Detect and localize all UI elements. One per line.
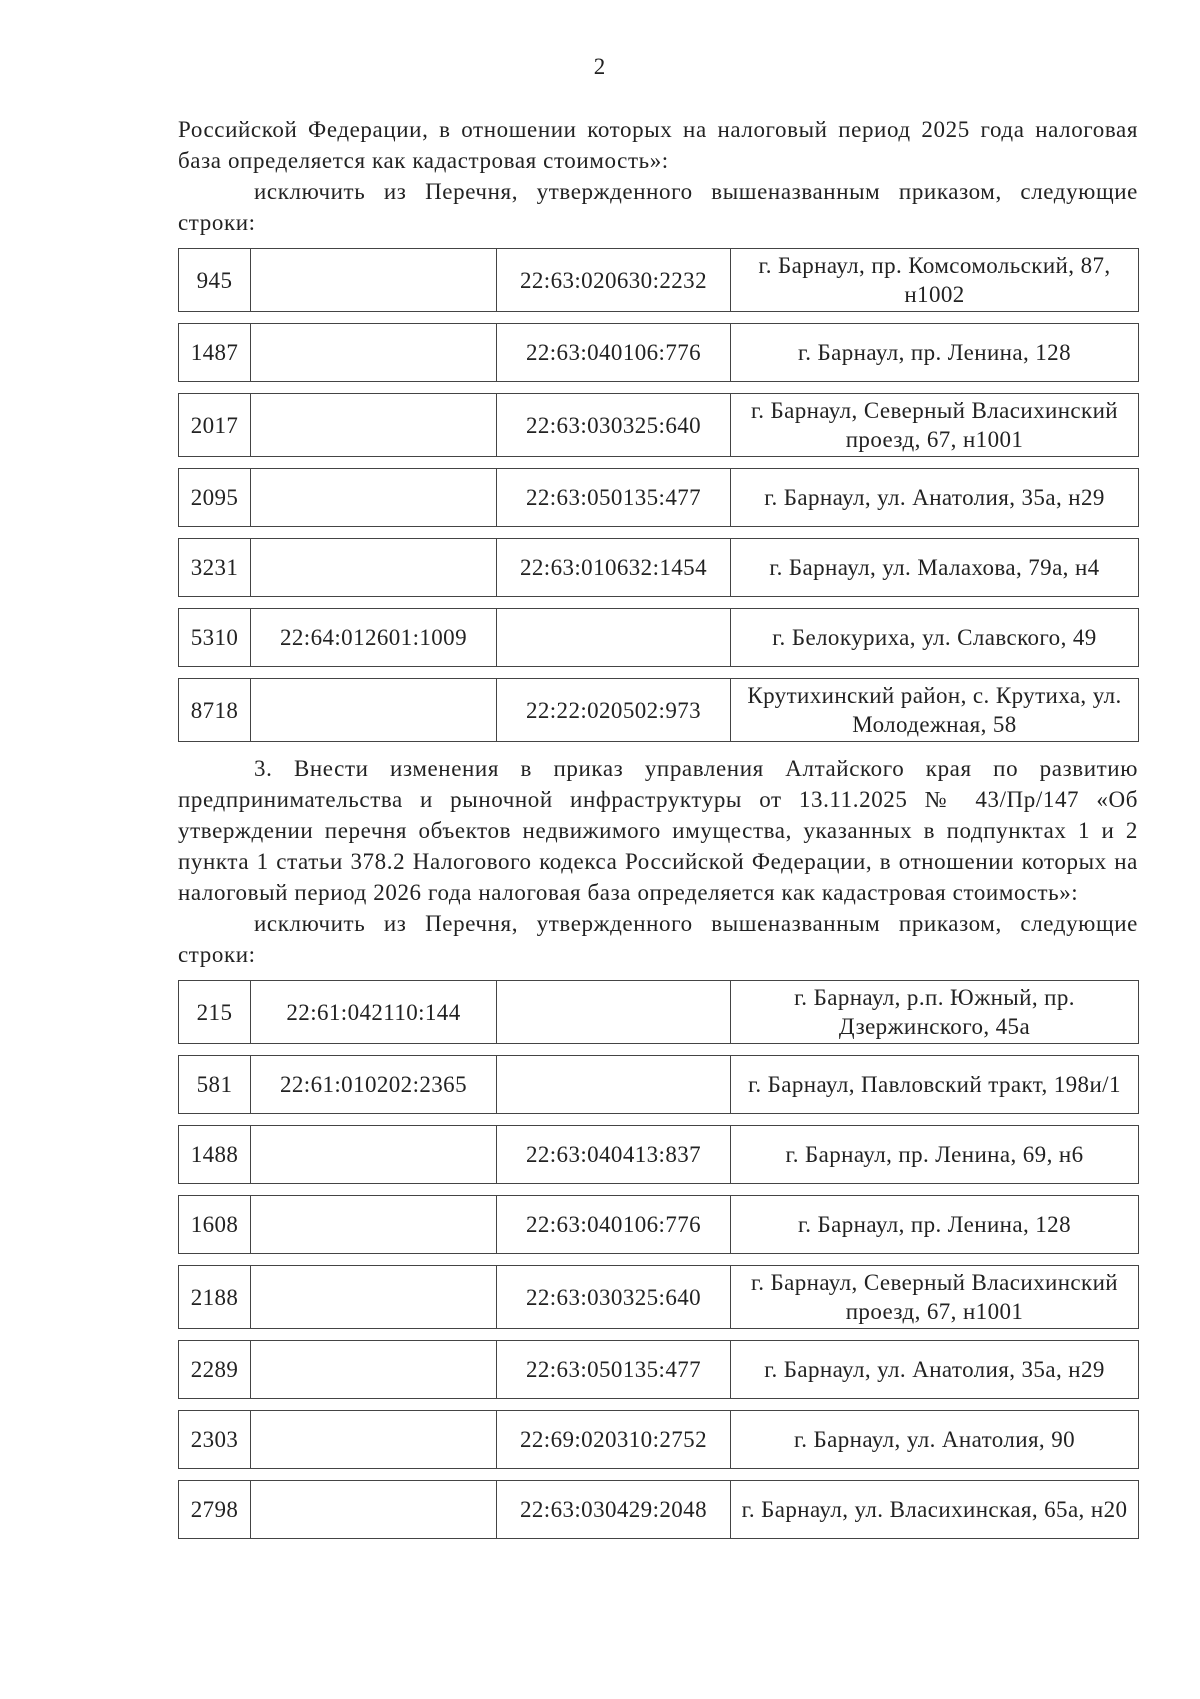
table-row bbox=[178, 678, 1139, 742]
cadastral-number-building bbox=[251, 1126, 497, 1184]
row-number: 2798 bbox=[179, 1481, 251, 1539]
cadastral-number-premises: 22:69:020310:2752 bbox=[497, 1411, 731, 1469]
cadastral-number-premises: 22:63:040106:776 bbox=[497, 324, 731, 382]
cadastral-number-building bbox=[251, 539, 497, 597]
cadastral-number-premises: 22:63:020630:2232 bbox=[497, 249, 731, 312]
row-number: 581 bbox=[179, 1056, 251, 1114]
cadastral-number-building bbox=[251, 1196, 497, 1254]
cadastral-number-building bbox=[251, 469, 497, 527]
table-row bbox=[178, 1480, 1139, 1539]
table-row bbox=[178, 1340, 1139, 1399]
row-number: 1488 bbox=[179, 1126, 251, 1184]
address: г. Барнаул, ул. Анатолия, 35а, н29 bbox=[731, 1341, 1139, 1399]
row-number: 2303 bbox=[179, 1411, 251, 1469]
cadastral-number-building: 22:61:010202:2365 bbox=[251, 1056, 497, 1114]
cadastral-number-building bbox=[251, 1481, 497, 1539]
section3-action: исключить из Перечня, утвержденного вышеназванным приказом, следующие строки: bbox=[178, 911, 1138, 967]
cadastral-number-premises: 22:63:010632:1454 bbox=[497, 539, 731, 597]
cadastral-number-premises: 22:63:040106:776 bbox=[497, 1196, 731, 1254]
cadastral-number-premises bbox=[497, 609, 731, 667]
table-row bbox=[178, 1125, 1139, 1184]
section2-intro: Российской Федерации, в отношении которых на налоговый период 2025 года налоговая база определяется как кадастровая стоимость»: bbox=[178, 117, 1138, 173]
table-row bbox=[178, 538, 1139, 597]
row-number: 945 bbox=[179, 249, 251, 312]
cadastral-number-premises: 22:22:020502:973 bbox=[497, 679, 731, 742]
cadastral-number-building bbox=[251, 249, 497, 312]
address: г. Барнаул, пр. Комсомольский, 87, н1002 bbox=[731, 249, 1139, 312]
address: г. Барнаул, ул. Малахова, 79а, н4 bbox=[731, 539, 1139, 597]
address: г. Барнаул, р.п. Южный, пр. Дзержинского, 45а bbox=[731, 981, 1139, 1044]
table-row bbox=[178, 980, 1139, 1044]
cadastral-number-building bbox=[251, 679, 497, 742]
cadastral-number-premises: 22:63:050135:477 bbox=[497, 469, 731, 527]
row-number: 3231 bbox=[179, 539, 251, 597]
cadastral-number-building bbox=[251, 1411, 497, 1469]
section2-exclusion-list bbox=[178, 248, 1138, 742]
table-row bbox=[178, 323, 1139, 382]
section3-text: 3. Внести изменения в приказ управления Алтайского края по развитию предпринимательства и рыночной инфраструктуры от 13.11.2025 № 43/Пр/147 «Об утверждении перечня объектов недвижимого имущества, указанных в подпунктах 1 и 2 пункта 1 статьи 378.2 Налогового кодекса Российской Федерации, в отношении которых на налоговый период 2026 года налоговая база определяется как кадастровая стоимость»: bbox=[178, 756, 1138, 905]
row-number: 2289 bbox=[179, 1341, 251, 1399]
row-number: 2017 bbox=[179, 394, 251, 457]
cadastral-number-building bbox=[251, 1266, 497, 1329]
table-row bbox=[178, 1055, 1139, 1114]
page-number: 2 bbox=[593, 54, 607, 79]
cadastral-number-premises: 22:63:030325:640 bbox=[497, 1266, 731, 1329]
section2-action: исключить из Перечня, утвержденного вышеназванным приказом, следующие строки: bbox=[178, 179, 1138, 235]
table-row bbox=[178, 1265, 1139, 1329]
address: г. Барнаул, ул. Анатолия, 35а, н29 bbox=[731, 469, 1139, 527]
cadastral-number-premises: 22:63:030325:640 bbox=[497, 394, 731, 457]
address: г. Барнаул, пр. Ленина, 128 bbox=[731, 1196, 1139, 1254]
section3-exclusion-list bbox=[178, 980, 1138, 1539]
row-number: 5310 bbox=[179, 609, 251, 667]
address: г. Барнаул, Северный Власихинский проезд, 67, н1001 bbox=[731, 394, 1139, 457]
address: Крутихинский район, с. Крутиха, ул. Молодежная, 58 bbox=[731, 679, 1139, 742]
address: г. Барнаул, Северный Власихинский проезд, 67, н1001 bbox=[731, 1266, 1139, 1329]
cadastral-number-building bbox=[251, 394, 497, 457]
row-number: 1608 bbox=[179, 1196, 251, 1254]
cadastral-number-building: 22:61:042110:144 bbox=[251, 981, 497, 1044]
row-number: 2188 bbox=[179, 1266, 251, 1329]
address: г. Барнаул, ул. Власихинская, 65а, н20 bbox=[731, 1481, 1139, 1539]
address: г. Барнаул, ул. Анатолия, 90 bbox=[731, 1411, 1139, 1469]
row-number: 8718 bbox=[179, 679, 251, 742]
row-number: 2095 bbox=[179, 469, 251, 527]
row-number: 215 bbox=[179, 981, 251, 1044]
cadastral-number-premises: 22:63:050135:477 bbox=[497, 1341, 731, 1399]
address: г. Барнаул, пр. Ленина, 69, н6 bbox=[731, 1126, 1139, 1184]
cadastral-number-premises: 22:63:030429:2048 bbox=[497, 1481, 731, 1539]
table-row bbox=[178, 608, 1139, 667]
cadastral-number-building: 22:64:012601:1009 bbox=[251, 609, 497, 667]
row-number: 1487 bbox=[179, 324, 251, 382]
address: г. Белокуриха, ул. Славского, 49 bbox=[731, 609, 1139, 667]
cadastral-number-premises bbox=[497, 981, 731, 1044]
table-row bbox=[178, 1410, 1139, 1469]
cadastral-number-premises bbox=[497, 1056, 731, 1114]
address: г. Барнаул, Павловский тракт, 198и/1 bbox=[731, 1056, 1139, 1114]
address: г. Барнаул, пр. Ленина, 128 bbox=[731, 324, 1139, 382]
table-row bbox=[178, 468, 1139, 527]
cadastral-number-premises: 22:63:040413:837 bbox=[497, 1126, 731, 1184]
cadastral-number-building bbox=[251, 324, 497, 382]
table-row bbox=[178, 393, 1139, 457]
table-row bbox=[178, 1195, 1139, 1254]
cadastral-number-building bbox=[251, 1341, 497, 1399]
document-body bbox=[178, 114, 1138, 1550]
table-row bbox=[178, 248, 1139, 312]
